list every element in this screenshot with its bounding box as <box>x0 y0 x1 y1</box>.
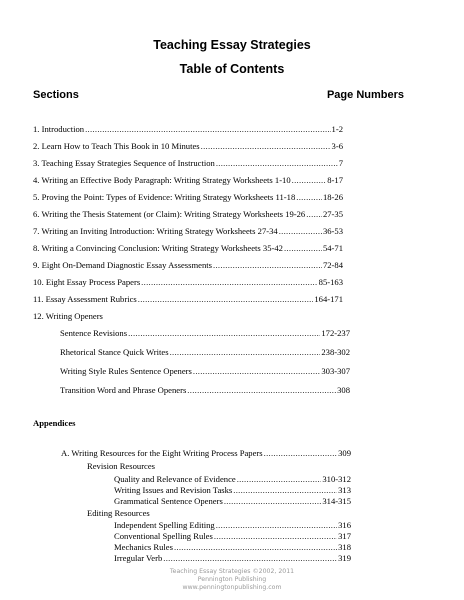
appendix-subentry-page: 318 <box>338 542 351 552</box>
toc-entry-page: 7 <box>338 158 343 168</box>
opener-entry <box>60 366 350 376</box>
dot-leader <box>193 366 320 376</box>
page-numbers-header: Page Numbers <box>326 89 404 101</box>
toc-entry <box>33 277 343 287</box>
dot-leader <box>170 347 321 357</box>
dot-leader <box>138 294 314 304</box>
footer-copyright: Teaching Essay Strategies ©2002, 2011 <box>169 568 295 575</box>
dot-leader <box>292 175 327 185</box>
appendix-subentry <box>114 553 351 563</box>
appendix-subentry-label: Quality and Relevance of Evidence <box>114 474 236 484</box>
toc-entry-page: 18-26 <box>322 192 343 202</box>
opener-entry-label: Sentence Revisions <box>60 328 128 338</box>
appendix-subentry <box>114 542 351 552</box>
dot-leader <box>141 277 317 287</box>
writing-openers-heading: 12. Writing Openers <box>33 311 103 321</box>
appendix-subentry <box>114 496 351 506</box>
toc-entry <box>33 192 343 202</box>
dot-leader <box>174 542 337 552</box>
toc-entry-label: 10. Eight Essay Process Papers <box>33 277 141 287</box>
appendix-subentry <box>114 485 351 495</box>
dot-leader <box>233 485 337 495</box>
dot-leader <box>187 385 336 395</box>
footer-website: www.penningtonpublishing.com <box>182 584 282 591</box>
appendix-subentry-label: Grammatical Sentence Openers <box>114 496 223 506</box>
revision-resources-heading: Revision Resources <box>87 461 156 471</box>
toc-entry-label: 4. Writing an Effective Body Paragraph: Writing Strategy Worksheets 1-10 <box>33 175 291 185</box>
toc-entry-label: 9. Eight On-Demand Diagnostic Essay Assessments <box>33 260 213 270</box>
opener-entry-label: Writing Style Rules Sentence Openers <box>60 366 192 376</box>
document-title: Teaching Essay Strategies <box>153 38 311 52</box>
appendix-subentry-label: Mechanics Rules <box>114 542 173 552</box>
dot-leader <box>284 243 322 253</box>
appendix-subentry-page: 313 <box>338 485 351 495</box>
opener-entry <box>60 385 350 395</box>
toc-entry <box>33 294 343 304</box>
appendix-subentry-label: Conventional Spelling Rules <box>114 531 213 541</box>
appendix-subentry-page: 314-315 <box>322 496 351 506</box>
dot-leader <box>128 328 320 338</box>
toc-entry-label: 3. Teaching Essay Strategies Sequence of Instruction <box>33 158 215 168</box>
dot-leader <box>216 520 337 530</box>
appendix-subentry-label: Irregular Verb <box>114 553 163 563</box>
toc-entry-page: 54-71 <box>322 243 343 253</box>
toc-entry <box>33 226 343 236</box>
sections-header: Sections <box>33 89 79 101</box>
opener-entry <box>60 347 350 357</box>
toc-entry-page: 27-35 <box>322 209 343 219</box>
appendix-subentry-page: 319 <box>338 553 351 563</box>
appendix-subentry-label: Independent Spelling Editing <box>114 520 215 530</box>
toc-entry-label: 11. Essay Assessment Rubrics <box>33 294 137 304</box>
toc-entry-page: 36-53 <box>322 226 343 236</box>
dot-leader <box>296 192 322 202</box>
appendix-subentry-page: 316 <box>338 520 351 530</box>
appendix-subentry <box>114 520 351 530</box>
opener-entry-label: Rhetorical Stance Quick Writes <box>60 347 169 357</box>
footer-publisher: Pennington Publishing <box>197 576 267 583</box>
appendix-subentry <box>114 531 351 541</box>
toc-entry-page: 1-2 <box>331 124 343 134</box>
appendix-subentry-page: 317 <box>338 531 351 541</box>
toc-entry-label: 2. Learn How to Teach This Book in 10 Minutes <box>33 141 200 151</box>
dot-leader <box>201 141 331 151</box>
dot-leader <box>264 448 337 458</box>
dot-leader <box>224 496 322 506</box>
appendix-entry <box>61 448 351 458</box>
opener-entry <box>60 328 350 338</box>
toc-entry-page: 8-17 <box>327 175 343 185</box>
toc-entry <box>33 243 343 253</box>
toc-entry <box>33 124 343 134</box>
toc-entry-label: 7. Writing an Inviting Introduction: Writing Strategy Worksheets 27-34 <box>33 226 278 236</box>
opener-entry-page: 238-302 <box>321 347 350 357</box>
appendix-subentry-page: 310-312 <box>322 474 351 484</box>
dot-leader <box>216 158 338 168</box>
appendix-entry-label: A. Writing Resources for the Eight Writing Process Papers <box>61 448 263 458</box>
toc-entry <box>33 175 343 185</box>
toc-entry-page: 85-163 <box>318 277 343 287</box>
opener-entry-label: Transition Word and Phrase Openers <box>60 385 187 395</box>
toc-entry-label: 6. Writing the Thesis Statement (or Claim): Writing Strategy Worksheets 19-26 <box>33 209 306 219</box>
toc-entry-label: 8. Writing a Convincing Conclusion: Writing Strategy Worksheets 35-42 <box>33 243 283 253</box>
opener-entry-page: 303-307 <box>321 366 350 376</box>
appendices-heading: Appendices <box>33 418 76 428</box>
toc-entry <box>33 209 343 219</box>
toc-entry-page: 72-84 <box>322 260 343 270</box>
toc-entry-page: 3-6 <box>331 141 343 151</box>
document-subtitle: Table of Contents <box>179 62 285 76</box>
appendix-entry-page: 309 <box>338 448 351 458</box>
dot-leader <box>213 260 322 270</box>
toc-entry-page: 164-171 <box>314 294 343 304</box>
toc-entry-label: 1. Introduction <box>33 124 85 134</box>
appendix-subentry <box>114 474 351 484</box>
toc-entry-label: 5. Proving the Point: Types of Evidence: Writing Strategy Worksheets 11-18 <box>33 192 296 202</box>
opener-entry-page: 172-237 <box>321 328 350 338</box>
dot-leader <box>306 209 322 219</box>
opener-entry-page: 308 <box>337 385 350 395</box>
dot-leader <box>163 553 337 563</box>
dot-leader <box>214 531 337 541</box>
toc-entry <box>33 260 343 270</box>
dot-leader <box>279 226 322 236</box>
dot-leader <box>85 124 330 134</box>
appendix-subentry-label: Writing Issues and Revision Tasks <box>114 485 233 495</box>
dot-leader <box>237 474 322 484</box>
editing-resources-heading: Editing Resources <box>87 508 150 518</box>
toc-entry <box>33 141 343 151</box>
toc-entry <box>33 158 343 168</box>
